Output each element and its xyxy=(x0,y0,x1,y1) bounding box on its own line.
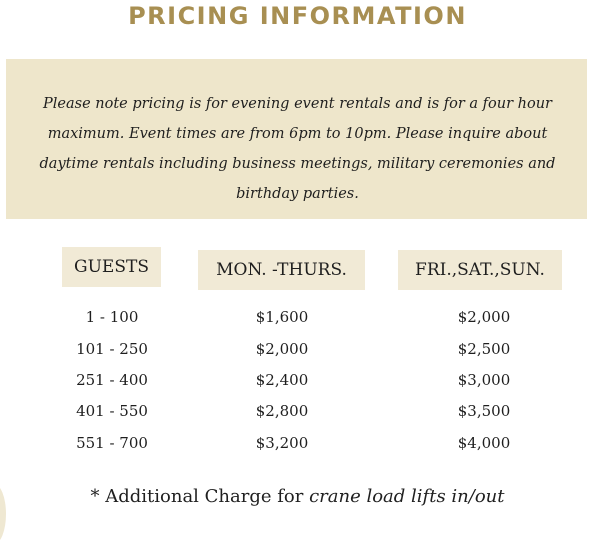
header-weekend: FRI.,SAT.,SUN. xyxy=(398,250,562,290)
additional-charge-note xyxy=(0,486,595,507)
additional-charge-prefix: * Additional Charge for xyxy=(90,486,310,507)
weekend-price-cell: $3,500 xyxy=(457,402,511,420)
weekend-price-cell: $2,000 xyxy=(457,308,511,326)
weekday-price-cell: $2,000 xyxy=(255,340,309,358)
weekend-price-cell: $3,000 xyxy=(457,371,511,389)
guests-cell: 1 - 100 xyxy=(85,308,139,326)
header-guests: GUESTS xyxy=(62,247,161,287)
weekday-price-cell: $2,400 xyxy=(255,371,309,389)
guests-cell: 101 - 250 xyxy=(76,340,148,358)
weekday-price-cell: $1,600 xyxy=(255,308,309,326)
guests-cell: 401 - 550 xyxy=(76,402,148,420)
header-weekday: MON. -THURS. xyxy=(198,250,365,290)
guests-cell: 251 - 400 xyxy=(76,371,148,389)
pricing-note-text: Please note pricing is for evening event rentals and is for a four hour maximum. Event times are from 6pm to 10pm. Please inquire about daytime rentals including business meetings, military ceremonies and birthday parties. xyxy=(39,96,556,202)
guests-cell: 551 - 700 xyxy=(76,434,148,452)
weekday-price-cell: $2,800 xyxy=(255,402,309,420)
page-title: PRICING INFORMATION xyxy=(128,2,467,30)
weekend-price-cell: $2,500 xyxy=(457,340,511,358)
additional-charge-emphasis: crane load lifts in/out xyxy=(309,486,505,507)
weekday-price-cell: $3,200 xyxy=(255,434,309,452)
weekend-price-cell: $4,000 xyxy=(457,434,511,452)
